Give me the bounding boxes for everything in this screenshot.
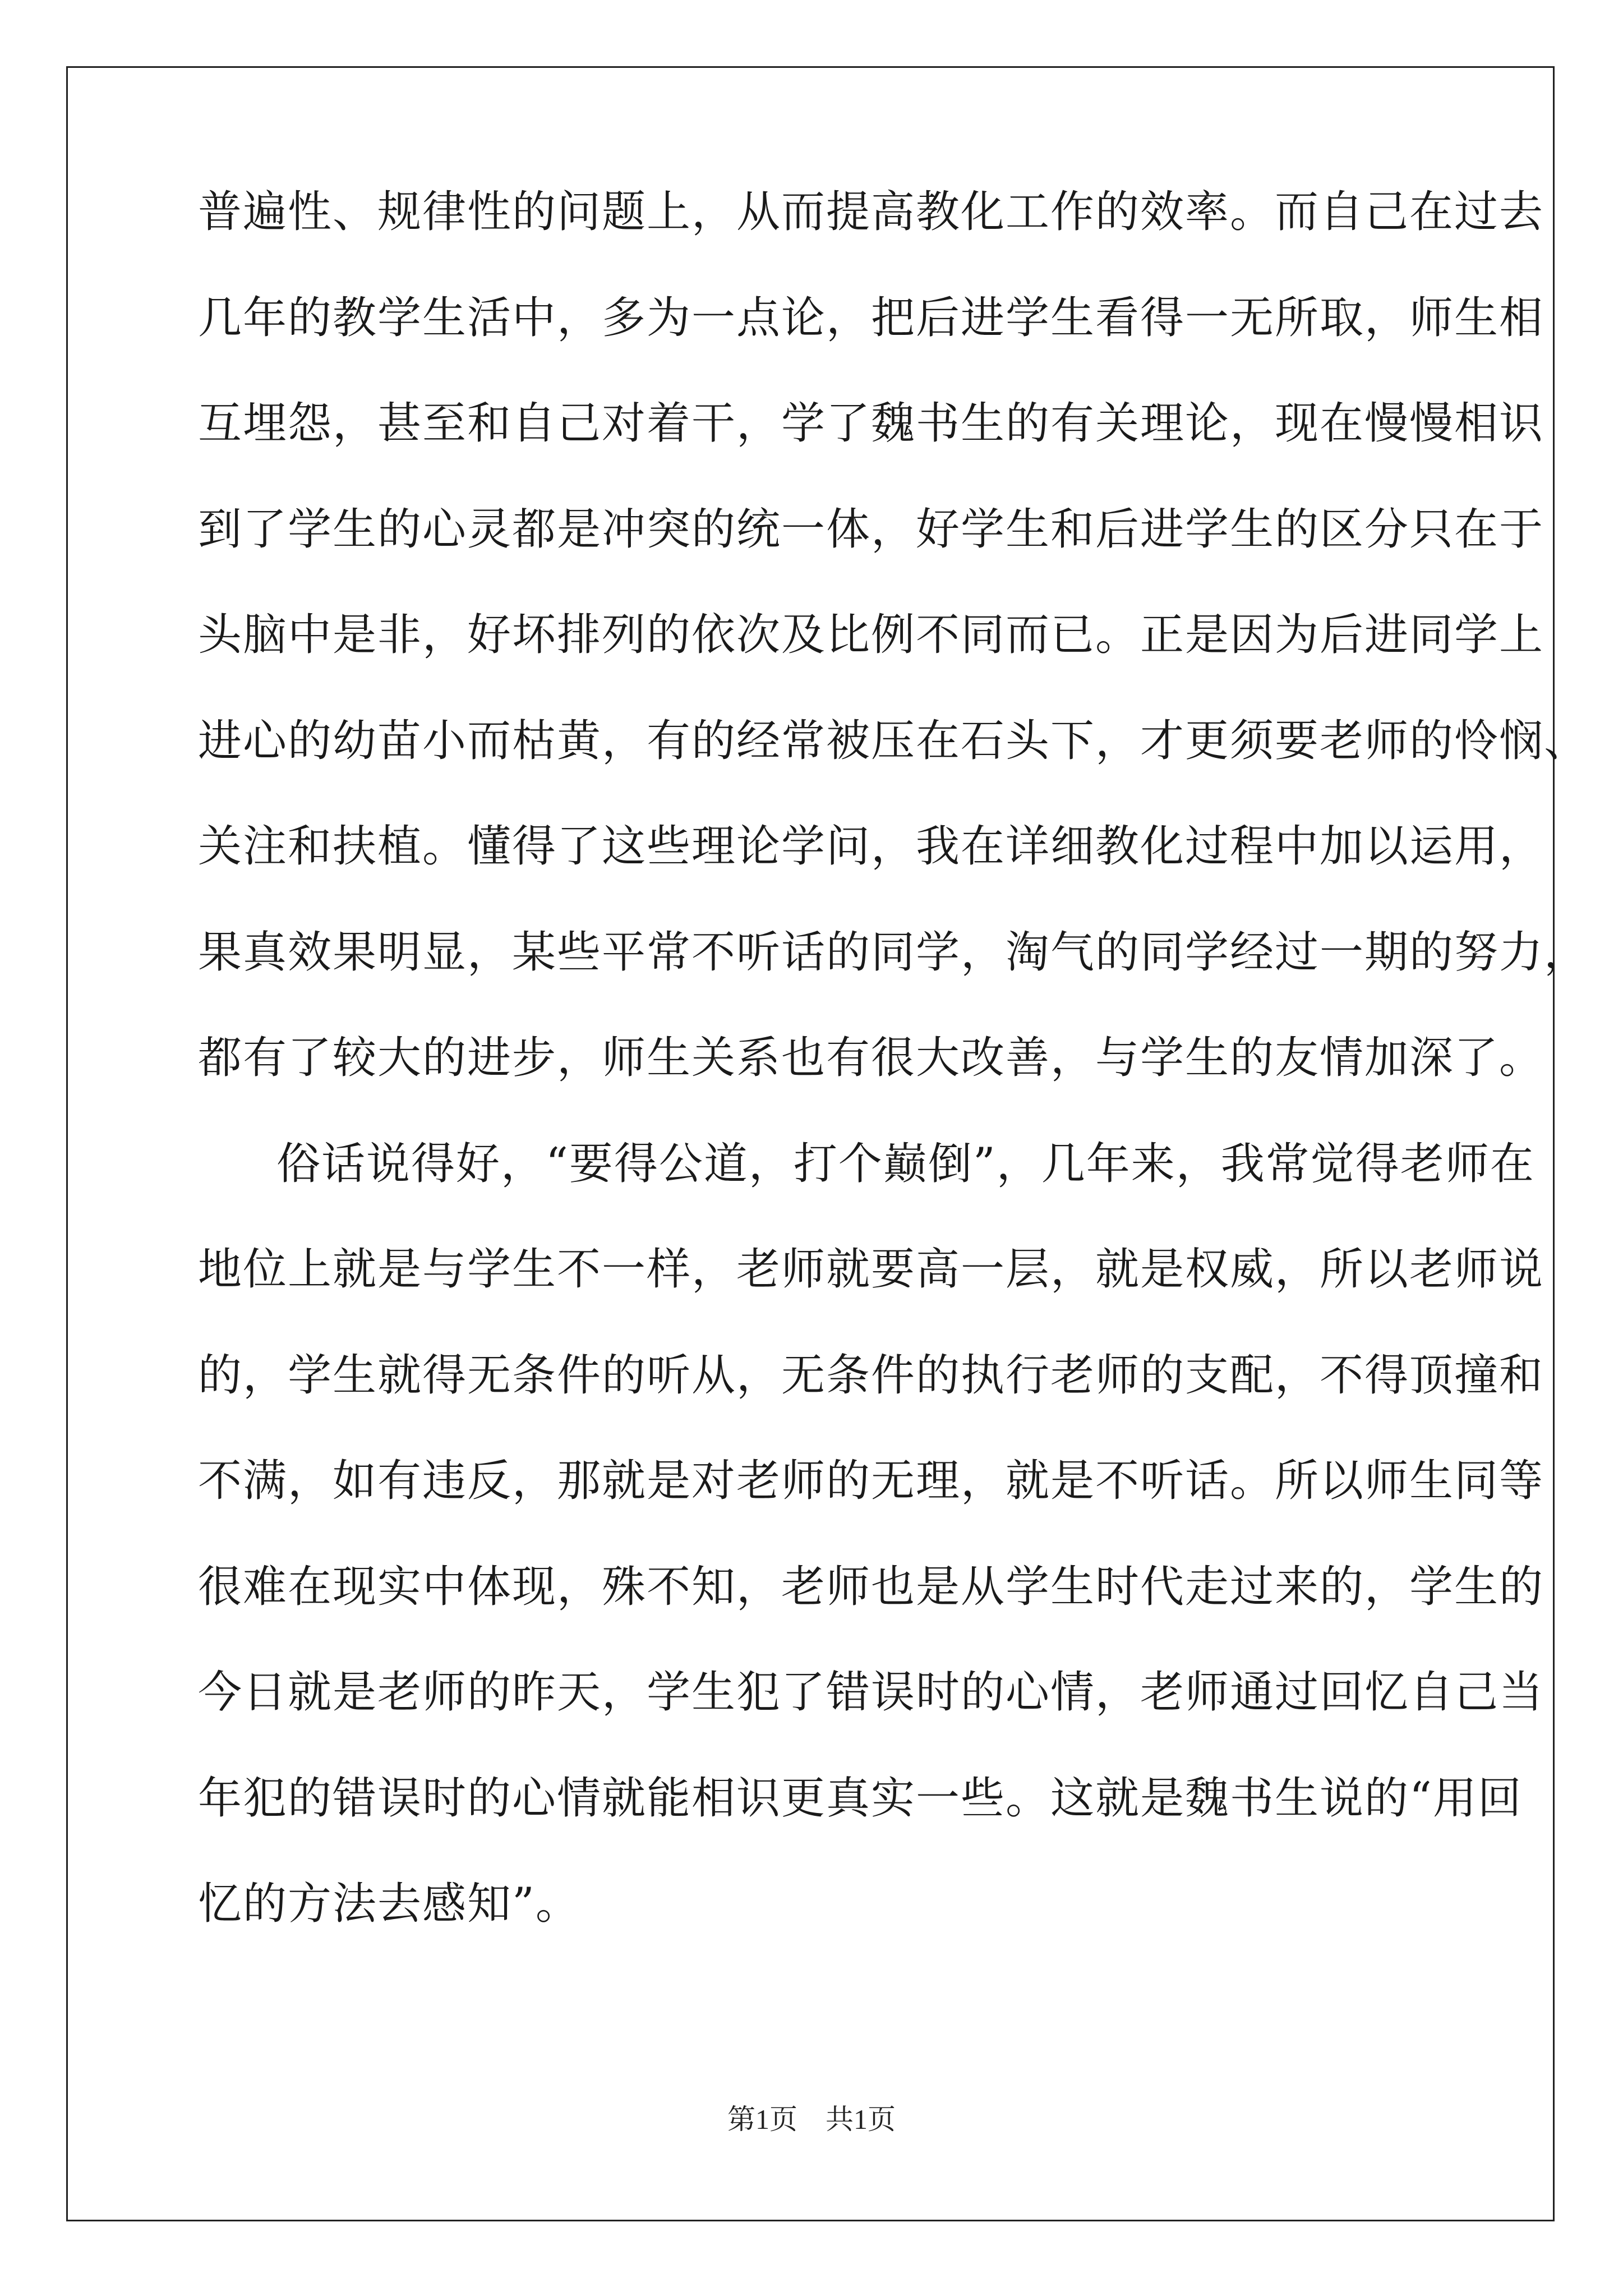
text-line: 都有了较大的进步，师生关系也有很大改善，与学生的友情加深了。 <box>198 1033 1544 1083</box>
text-line: 不满，如有违反，那就是对老师的无理，就是不听话。所以师生同等 <box>198 1456 1544 1506</box>
text-line: 几年的教学生活中，多为一点论，把后进学生看得一无所取，师生相 <box>198 292 1544 343</box>
text-line: 今日就是老师的昨天，学生犯了错误时的心情，老师通过回忆自己当 <box>198 1667 1544 1718</box>
text-line: 忆的方法去感知”。 <box>198 1879 580 1929</box>
page-number: 第1页 <box>727 2104 797 2135</box>
text-line: 的，学生就得无条件的听从，无条件的执行老师的支配，不得顶撞和 <box>198 1350 1544 1401</box>
text-line: 果真效果明显，某些平常不听话的同学，淘气的同学经过一期的努力， <box>198 927 1589 978</box>
text-line: 地位上就是与学生不一样，老师就要高一层，就是权威，所以老师说 <box>198 1244 1544 1295</box>
text-line: 很难在现实中体现，殊不知，老师也是从学生时代走过来的，学生的 <box>198 1561 1544 1612</box>
page-footer <box>0 2097 1623 2137</box>
text-line: 到了学生的心灵都是冲突的统一体，好学生和后进学生的区分只在于 <box>198 504 1544 555</box>
text-line: 普遍性、规律性的问题上，从而提高教化工作的效率。而自己在过去 <box>198 187 1544 237</box>
text-line: 关注和扶植。懂得了这些理论学问，我在详细教化过程中加以运用， <box>198 821 1544 872</box>
document-body <box>198 187 1589 2011</box>
text-line: 年犯的错误时的心情就能相识更真实一些。这就是魏书生说的“用回 <box>198 1773 1523 1824</box>
text-line: 进心的幼苗小而枯黄，有的经常被压在石头下，才更须要老师的怜悯、 <box>198 715 1589 766</box>
page-total: 共1页 <box>826 2104 896 2135</box>
text-line: 俗话说得好，“要得公道，打个巅倒”，几年来，我常觉得老师在 <box>276 1138 1535 1189</box>
text-line: 头脑中是非，好坏排列的依次及比例不同而已。正是因为后进同学上 <box>198 610 1544 660</box>
text-line: 互埋怨，甚至和自己对着干，学了魏书生的有关理论，现在慢慢相识 <box>198 398 1544 449</box>
